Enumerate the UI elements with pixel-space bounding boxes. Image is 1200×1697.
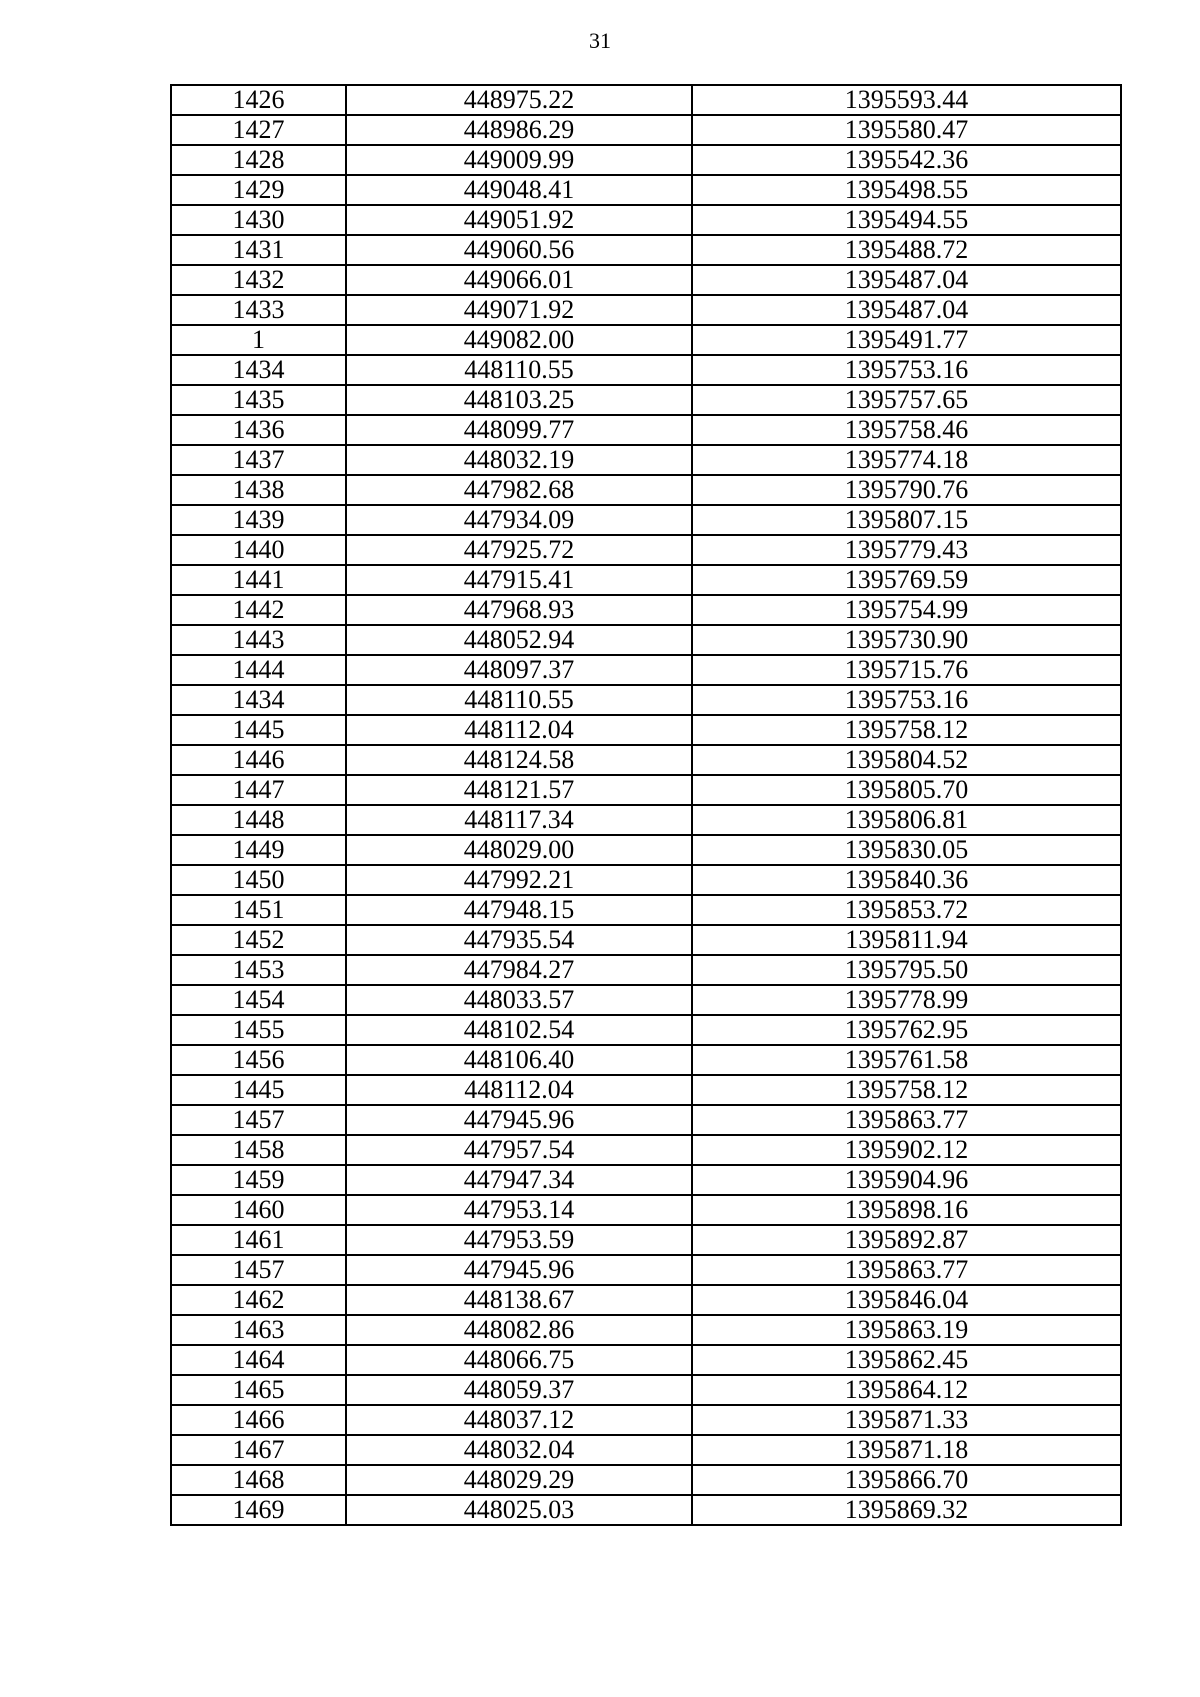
- point-number-cell: 1448: [171, 805, 346, 835]
- y-coordinate-cell: 1395753.16: [692, 685, 1121, 715]
- point-number-cell: 1461: [171, 1225, 346, 1255]
- table-row: [171, 1045, 1121, 1075]
- x-coordinate-cell: 448033.57: [346, 985, 692, 1015]
- y-coordinate-cell: 1395753.16: [692, 355, 1121, 385]
- x-coordinate-cell: 447968.93: [346, 595, 692, 625]
- table-row: [171, 85, 1121, 115]
- point-number-cell: 1458: [171, 1135, 346, 1165]
- x-coordinate-cell: 449051.92: [346, 205, 692, 235]
- x-coordinate-cell: 448102.54: [346, 1015, 692, 1045]
- y-coordinate-cell: 1395774.18: [692, 445, 1121, 475]
- table-row: [171, 625, 1121, 655]
- y-coordinate-cell: 1395805.70: [692, 775, 1121, 805]
- table-row: [171, 145, 1121, 175]
- point-number-cell: 1439: [171, 505, 346, 535]
- point-number-cell: 1447: [171, 775, 346, 805]
- x-coordinate-cell: 448029.29: [346, 1465, 692, 1495]
- x-coordinate-cell: 448099.77: [346, 415, 692, 445]
- table-row: [171, 385, 1121, 415]
- table-row: [171, 1225, 1121, 1255]
- point-number-cell: 1: [171, 325, 346, 355]
- table-row: [171, 895, 1121, 925]
- y-coordinate-cell: 1395491.77: [692, 325, 1121, 355]
- x-coordinate-cell: 449009.99: [346, 145, 692, 175]
- x-coordinate-cell: 448106.40: [346, 1045, 692, 1075]
- y-coordinate-cell: 1395778.99: [692, 985, 1121, 1015]
- y-coordinate-cell: 1395542.36: [692, 145, 1121, 175]
- y-coordinate-cell: 1395806.81: [692, 805, 1121, 835]
- y-coordinate-cell: 1395898.16: [692, 1195, 1121, 1225]
- x-coordinate-cell: 449048.41: [346, 175, 692, 205]
- point-number-cell: 1432: [171, 265, 346, 295]
- y-coordinate-cell: 1395593.44: [692, 85, 1121, 115]
- point-number-cell: 1429: [171, 175, 346, 205]
- point-number-cell: 1457: [171, 1105, 346, 1135]
- x-coordinate-cell: 447915.41: [346, 565, 692, 595]
- point-number-cell: 1452: [171, 925, 346, 955]
- table-row: [171, 265, 1121, 295]
- table-row: [171, 1315, 1121, 1345]
- point-number-cell: 1444: [171, 655, 346, 685]
- point-number-cell: 1434: [171, 355, 346, 385]
- x-coordinate-cell: 449066.01: [346, 265, 692, 295]
- y-coordinate-cell: 1395866.70: [692, 1465, 1121, 1495]
- x-coordinate-cell: 447947.34: [346, 1165, 692, 1195]
- table-row: [171, 1375, 1121, 1405]
- x-coordinate-cell: 447935.54: [346, 925, 692, 955]
- x-coordinate-cell: 448110.55: [346, 355, 692, 385]
- y-coordinate-cell: 1395892.87: [692, 1225, 1121, 1255]
- point-number-cell: 1440: [171, 535, 346, 565]
- x-coordinate-cell: 449071.92: [346, 295, 692, 325]
- table-row: [171, 1345, 1121, 1375]
- x-coordinate-cell: 447957.54: [346, 1135, 692, 1165]
- y-coordinate-cell: 1395487.04: [692, 265, 1121, 295]
- point-number-cell: 1433: [171, 295, 346, 325]
- y-coordinate-cell: 1395804.52: [692, 745, 1121, 775]
- table-row: [171, 685, 1121, 715]
- table-row: [171, 235, 1121, 265]
- table-row: [171, 595, 1121, 625]
- table-row: [171, 325, 1121, 355]
- point-number-cell: 1453: [171, 955, 346, 985]
- x-coordinate-cell: 447945.96: [346, 1105, 692, 1135]
- x-coordinate-cell: 448138.67: [346, 1285, 692, 1315]
- point-number-cell: 1469: [171, 1495, 346, 1525]
- y-coordinate-cell: 1395830.05: [692, 835, 1121, 865]
- table-row: [171, 745, 1121, 775]
- point-number-cell: 1465: [171, 1375, 346, 1405]
- y-coordinate-cell: 1395498.55: [692, 175, 1121, 205]
- table-row: [171, 1135, 1121, 1165]
- point-number-cell: 1430: [171, 205, 346, 235]
- point-number-cell: 1434: [171, 685, 346, 715]
- y-coordinate-cell: 1395863.77: [692, 1255, 1121, 1285]
- table-row: [171, 1015, 1121, 1045]
- x-coordinate-cell: 447934.09: [346, 505, 692, 535]
- x-coordinate-cell: 448103.25: [346, 385, 692, 415]
- table-row: [171, 805, 1121, 835]
- x-coordinate-cell: 448975.22: [346, 85, 692, 115]
- x-coordinate-cell: 448029.00: [346, 835, 692, 865]
- coordinates-table: [170, 84, 1122, 1526]
- y-coordinate-cell: 1395871.33: [692, 1405, 1121, 1435]
- y-coordinate-cell: 1395779.43: [692, 535, 1121, 565]
- point-number-cell: 1466: [171, 1405, 346, 1435]
- y-coordinate-cell: 1395795.50: [692, 955, 1121, 985]
- point-number-cell: 1443: [171, 625, 346, 655]
- y-coordinate-cell: 1395488.72: [692, 235, 1121, 265]
- x-coordinate-cell: 447925.72: [346, 535, 692, 565]
- point-number-cell: 1456: [171, 1045, 346, 1075]
- table-row: [171, 925, 1121, 955]
- table-row: [171, 1195, 1121, 1225]
- page-number: 31: [589, 28, 611, 53]
- table-row: [171, 985, 1121, 1015]
- table-row: [171, 445, 1121, 475]
- y-coordinate-cell: 1395758.12: [692, 1075, 1121, 1105]
- y-coordinate-cell: 1395580.47: [692, 115, 1121, 145]
- y-coordinate-cell: 1395754.99: [692, 595, 1121, 625]
- point-number-cell: 1428: [171, 145, 346, 175]
- y-coordinate-cell: 1395840.36: [692, 865, 1121, 895]
- point-number-cell: 1427: [171, 115, 346, 145]
- point-number-cell: 1445: [171, 1075, 346, 1105]
- point-number-cell: 1467: [171, 1435, 346, 1465]
- y-coordinate-cell: 1395715.76: [692, 655, 1121, 685]
- x-coordinate-cell: 448097.37: [346, 655, 692, 685]
- table-row: [171, 1285, 1121, 1315]
- table-row: [171, 355, 1121, 385]
- x-coordinate-cell: 448052.94: [346, 625, 692, 655]
- y-coordinate-cell: 1395487.04: [692, 295, 1121, 325]
- y-coordinate-cell: 1395762.95: [692, 1015, 1121, 1045]
- x-coordinate-cell: 449082.00: [346, 325, 692, 355]
- point-number-cell: 1451: [171, 895, 346, 925]
- point-number-cell: 1457: [171, 1255, 346, 1285]
- point-number-cell: 1435: [171, 385, 346, 415]
- x-coordinate-cell: 447984.27: [346, 955, 692, 985]
- y-coordinate-cell: 1395869.32: [692, 1495, 1121, 1525]
- table-row: [171, 535, 1121, 565]
- y-coordinate-cell: 1395902.12: [692, 1135, 1121, 1165]
- table-row: [171, 505, 1121, 535]
- point-number-cell: 1442: [171, 595, 346, 625]
- y-coordinate-cell: 1395769.59: [692, 565, 1121, 595]
- x-coordinate-cell: 448082.86: [346, 1315, 692, 1345]
- point-number-cell: 1449: [171, 835, 346, 865]
- table-row: [171, 835, 1121, 865]
- point-number-cell: 1459: [171, 1165, 346, 1195]
- table-row: [171, 655, 1121, 685]
- y-coordinate-cell: 1395846.04: [692, 1285, 1121, 1315]
- table-row: [171, 1075, 1121, 1105]
- table-row: [171, 175, 1121, 205]
- point-number-cell: 1460: [171, 1195, 346, 1225]
- y-coordinate-cell: 1395811.94: [692, 925, 1121, 955]
- x-coordinate-cell: 448032.04: [346, 1435, 692, 1465]
- point-number-cell: 1445: [171, 715, 346, 745]
- point-number-cell: 1438: [171, 475, 346, 505]
- point-number-cell: 1441: [171, 565, 346, 595]
- x-coordinate-cell: 448066.75: [346, 1345, 692, 1375]
- table-row: [171, 775, 1121, 805]
- point-number-cell: 1426: [171, 85, 346, 115]
- x-coordinate-cell: 448986.29: [346, 115, 692, 145]
- point-number-cell: 1437: [171, 445, 346, 475]
- point-number-cell: 1463: [171, 1315, 346, 1345]
- x-coordinate-cell: 448117.34: [346, 805, 692, 835]
- table-row: [171, 1165, 1121, 1195]
- table-row: [171, 1435, 1121, 1465]
- table-row: [171, 1255, 1121, 1285]
- y-coordinate-cell: 1395904.96: [692, 1165, 1121, 1195]
- table-row: [171, 475, 1121, 505]
- y-coordinate-cell: 1395761.58: [692, 1045, 1121, 1075]
- table-row: [171, 115, 1121, 145]
- x-coordinate-cell: 448037.12: [346, 1405, 692, 1435]
- point-number-cell: 1455: [171, 1015, 346, 1045]
- table-row: [171, 1465, 1121, 1495]
- x-coordinate-cell: 447982.68: [346, 475, 692, 505]
- y-coordinate-cell: 1395807.15: [692, 505, 1121, 535]
- x-coordinate-cell: 447992.21: [346, 865, 692, 895]
- point-number-cell: 1454: [171, 985, 346, 1015]
- x-coordinate-cell: 448032.19: [346, 445, 692, 475]
- y-coordinate-cell: 1395862.45: [692, 1345, 1121, 1375]
- table-row: [171, 1105, 1121, 1135]
- table-row: [171, 715, 1121, 745]
- y-coordinate-cell: 1395863.77: [692, 1105, 1121, 1135]
- point-number-cell: 1450: [171, 865, 346, 895]
- y-coordinate-cell: 1395853.72: [692, 895, 1121, 925]
- x-coordinate-cell: 447953.59: [346, 1225, 692, 1255]
- table-row: [171, 1495, 1121, 1525]
- x-coordinate-cell: 448124.58: [346, 745, 692, 775]
- y-coordinate-cell: 1395871.18: [692, 1435, 1121, 1465]
- x-coordinate-cell: 447948.15: [346, 895, 692, 925]
- point-number-cell: 1436: [171, 415, 346, 445]
- table-row: [171, 865, 1121, 895]
- y-coordinate-cell: 1395864.12: [692, 1375, 1121, 1405]
- y-coordinate-cell: 1395863.19: [692, 1315, 1121, 1345]
- coordinates-table-body: [171, 85, 1121, 1525]
- x-coordinate-cell: 448059.37: [346, 1375, 692, 1405]
- point-number-cell: 1462: [171, 1285, 346, 1315]
- x-coordinate-cell: 448121.57: [346, 775, 692, 805]
- x-coordinate-cell: 447953.14: [346, 1195, 692, 1225]
- point-number-cell: 1446: [171, 745, 346, 775]
- table-row: [171, 565, 1121, 595]
- table-row: [171, 295, 1121, 325]
- x-coordinate-cell: 448112.04: [346, 715, 692, 745]
- x-coordinate-cell: 449060.56: [346, 235, 692, 265]
- x-coordinate-cell: 448112.04: [346, 1075, 692, 1105]
- point-number-cell: 1464: [171, 1345, 346, 1375]
- y-coordinate-cell: 1395758.46: [692, 415, 1121, 445]
- y-coordinate-cell: 1395757.65: [692, 385, 1121, 415]
- y-coordinate-cell: 1395758.12: [692, 715, 1121, 745]
- point-number-cell: 1468: [171, 1465, 346, 1495]
- x-coordinate-cell: 448110.55: [346, 685, 692, 715]
- y-coordinate-cell: 1395730.90: [692, 625, 1121, 655]
- table-row: [171, 415, 1121, 445]
- table-row: [171, 1405, 1121, 1435]
- table-row: [171, 205, 1121, 235]
- x-coordinate-cell: 447945.96: [346, 1255, 692, 1285]
- table-row: [171, 955, 1121, 985]
- x-coordinate-cell: 448025.03: [346, 1495, 692, 1525]
- point-number-cell: 1431: [171, 235, 346, 265]
- y-coordinate-cell: 1395494.55: [692, 205, 1121, 235]
- y-coordinate-cell: 1395790.76: [692, 475, 1121, 505]
